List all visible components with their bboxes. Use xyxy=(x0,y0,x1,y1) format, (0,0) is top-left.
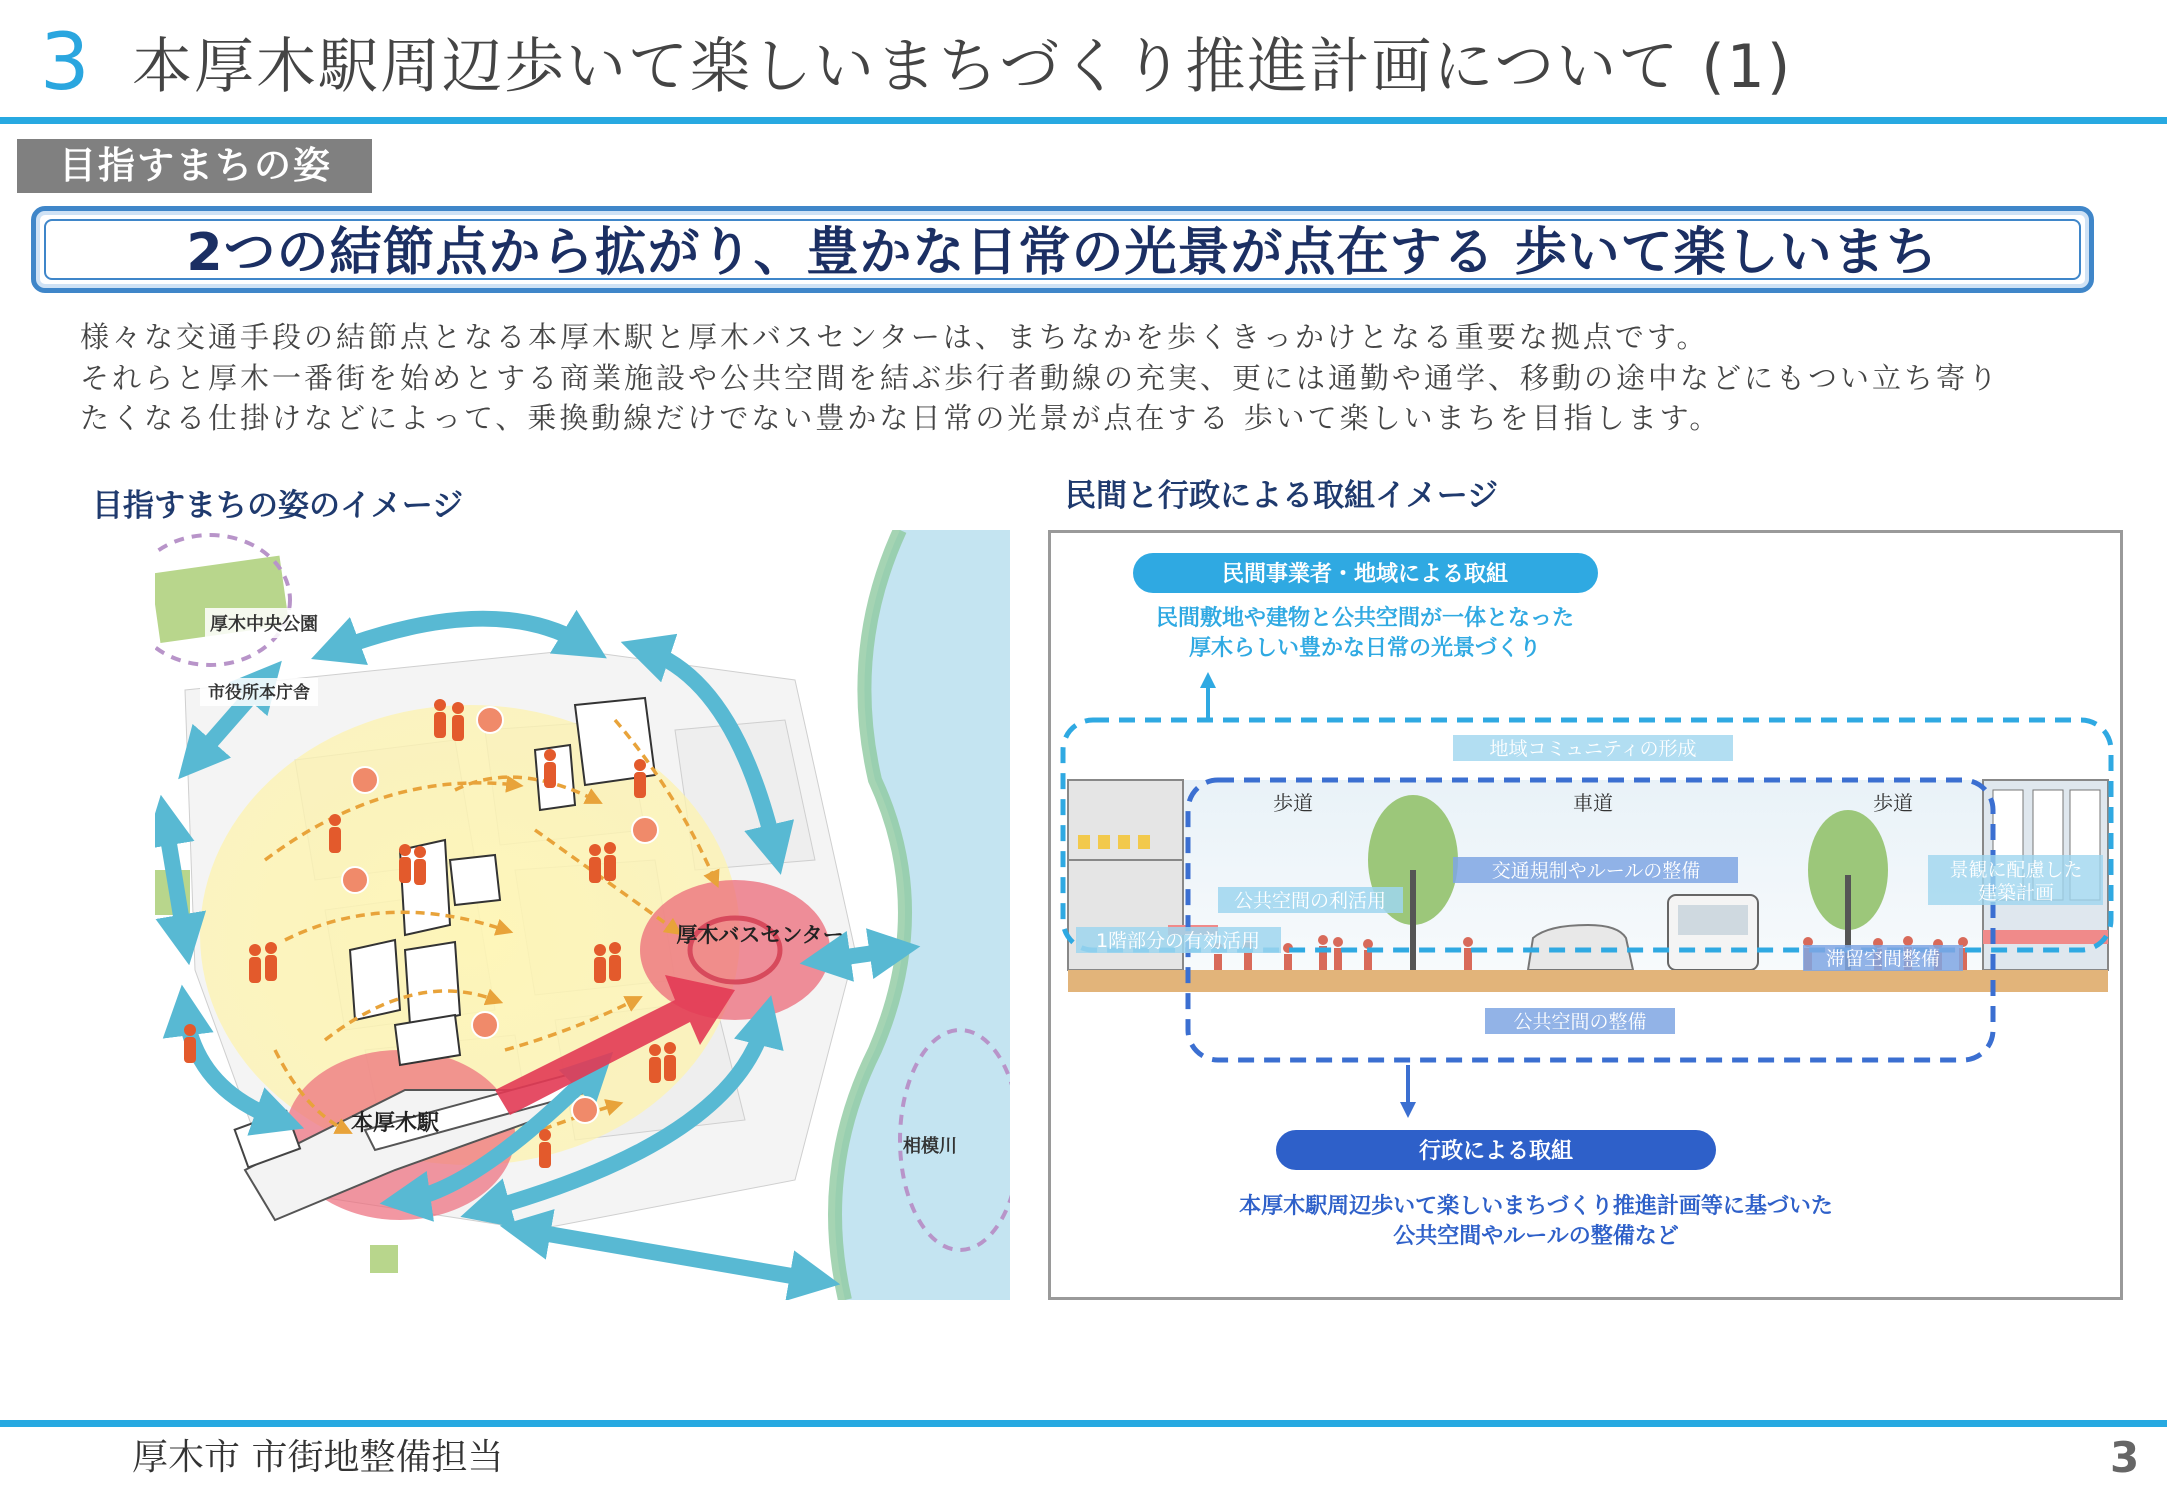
admin-title: 行政による取組 xyxy=(1418,1139,1574,1164)
admin-desc-1: 本厚木駅周辺歩いて楽しいまちづくり推進計画等に基づいた xyxy=(1239,1194,1833,1219)
sidewalk-left-label: 歩道 xyxy=(1273,791,1313,815)
town-image-map xyxy=(155,530,1010,1300)
traffic-rules-label: 交通規制やルールの整備 xyxy=(1491,860,1701,882)
label-city-hall: 市役所本庁舎 xyxy=(208,683,310,703)
initiative-diagram xyxy=(1048,530,2123,1300)
intro-line-2: それらと厚木一番街を始めとする商業施設や公共空間を結ぶ歩行者動線の充実、更には通勤や通学、移動の途中などにもつい立ち寄り xyxy=(80,361,2001,395)
right-panel-caption: 民間と行政による取組イメージ xyxy=(1065,478,1499,514)
bus-center-node xyxy=(640,880,830,1020)
ground-floor-label: 1階部分の有効活用 xyxy=(1095,930,1261,952)
public-space-dev-label: 公共空間の整備 xyxy=(1513,1011,1647,1033)
scenery-label-2: 建築計画 xyxy=(1977,882,2055,904)
header-rule xyxy=(0,117,2167,124)
community-label: 地域コミュニティの形成 xyxy=(1489,738,1697,760)
scenery-label-1: 景観に配慮した xyxy=(1949,859,2083,881)
left-panel-caption: 目指すまちの姿のイメージ xyxy=(92,488,464,524)
slogan-text: 2つの結節点から拡がり、豊かな日常の光景が点在する 歩いて楽しいまち xyxy=(186,223,1939,283)
label-bus-center: 厚木バスセンター xyxy=(676,923,844,947)
footer-rule xyxy=(0,1420,2167,1427)
intro-line-1: 様々な交通手段の結節点となる本厚木駅と厚木バスセンターは、まちなかを歩くきっかけとなる重要な拠点です。 xyxy=(80,320,1709,354)
page-title: 本厚木駅周辺歩いて楽しいまちづくり推進計画について (1) xyxy=(132,32,1793,102)
slogan-box xyxy=(31,206,2094,293)
private-desc-2: 厚木らしい豊かな日常の光景づくり xyxy=(1188,636,1542,661)
private-desc-1: 民間敷地や建物と公共空間が一体となった xyxy=(1155,606,1575,631)
stay-space-label: 滞留空間整備 xyxy=(1825,948,1941,970)
label-station: 本厚木駅 xyxy=(350,1111,440,1136)
admin-desc-2: 公共空間やルールの整備など xyxy=(1393,1224,1679,1249)
label-park: 厚木中央公園 xyxy=(210,614,318,635)
roadway-label: 車道 xyxy=(1573,791,1613,815)
page-number: 3 xyxy=(2110,1433,2140,1482)
public-space-use-label: 公共空間の利活用 xyxy=(1233,890,1387,912)
label-river: 相模川 xyxy=(903,1136,957,1157)
intro-line-3: たくなる仕掛けなどによって、乗換動線だけでない豊かな日常の光景が点在する 歩いて楽しいまちを目指します。 xyxy=(80,401,1722,435)
private-title: 民間事業者・地域による取組 xyxy=(1221,562,1509,587)
section-tag: 目指すまちの姿 xyxy=(17,139,372,193)
footer-org: 厚木市 市街地整備担当 xyxy=(132,1437,504,1478)
section-number: 3 xyxy=(40,18,90,108)
sidewalk-right-label: 歩道 xyxy=(1873,791,1913,815)
